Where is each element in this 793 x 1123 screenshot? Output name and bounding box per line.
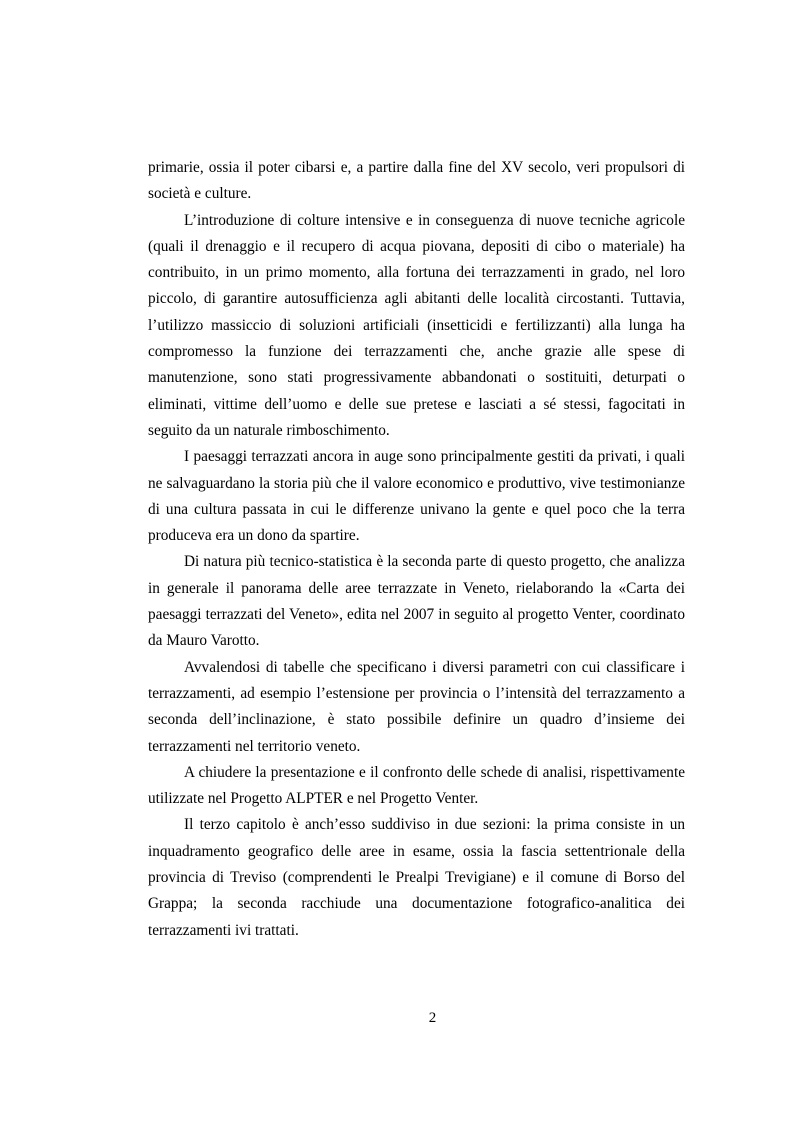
paragraph-comparison: A chiudere la presentazione e il confronto delle schede di analisi, rispettivamente utilizzate nel Progetto ALPTER e nel Progetto Venter. xyxy=(148,763,685,808)
page-number: 2 xyxy=(428,1010,437,1026)
paragraph-terraced-landscapes: I paesaggi terrazzati ancora in auge sono principalmente gestiti da privati, i quali ne salvaguardano la storia più che il valore economico e produttivo, vive testimonianze di una cultura passata in cui le differenze univano la gente e quel poco che la terra produceva era un dono da spartire. xyxy=(148,448,685,545)
paragraph-second-part: Di natura più tecnico-statistica è la seconda parte di questo progetto, che analizza in generale il panorama delle aree terrazzate in Veneto, rielaborando la «Carta dei paesaggi terrazzati del Veneto», edita nel 2007 in seguito al progetto Venter, coordinato da Mauro Varotto. xyxy=(148,553,685,650)
paragraph-intensive-crops: L’introduzione di colture intensive e in conseguenza di nuove tecniche agricole (quali il drenaggio e il recupero di acqua piovana, depositi di cibo o materiale) ha contribuito, in un primo momento, alla fortuna dei terrazzamenti in grado, nel loro piccolo, di garantire autosufficienza agli abitanti delle località circostanti. Tuttavia, l’utilizzo massiccio di soluzioni artificiali (insetticidi e fertilizzanti) alla lunga ha compromesso la funzione dei terrazzamenti che, anche grazie alle spese di manutenzione, sono stati progressivamente abbandonati o sostituiti, deturpati o eliminati, vittime dell’uomo e delle sue pretese e lasciati a sé stessi, fagocitati in seguito da un naturale rimboschimento. xyxy=(148,211,685,439)
paragraph-tables: Avvalendosi di tabelle che specificano i diversi parametri con cui classificare i terrazzamenti, ad esempio l’estensione per provincia o l’intensità del terrazzamento a seconda dell’inclinazione, è stato possibile definire un quadro d’insieme dei terrazzamenti nel territorio veneto. xyxy=(148,658,685,755)
paragraph-third-chapter: Il terzo capitolo è anch’esso suddiviso in due sezioni: la prima consiste in un inquadramento geografico delle aree in esame, ossia la fascia settentrionale della provincia di Treviso (comprendenti le Prealpi Trevigiane) e il comune di Borso del Grappa; la seconda racchiude una documentazione fotografico-analitica dei terrazzamenti ivi trattati. xyxy=(148,816,685,939)
body-text xyxy=(148,155,685,944)
paragraph-continuation: primarie, ossia il poter cibarsi e, a partire dalla fine del XV secolo, veri propulsori di società e culture. xyxy=(148,159,685,203)
